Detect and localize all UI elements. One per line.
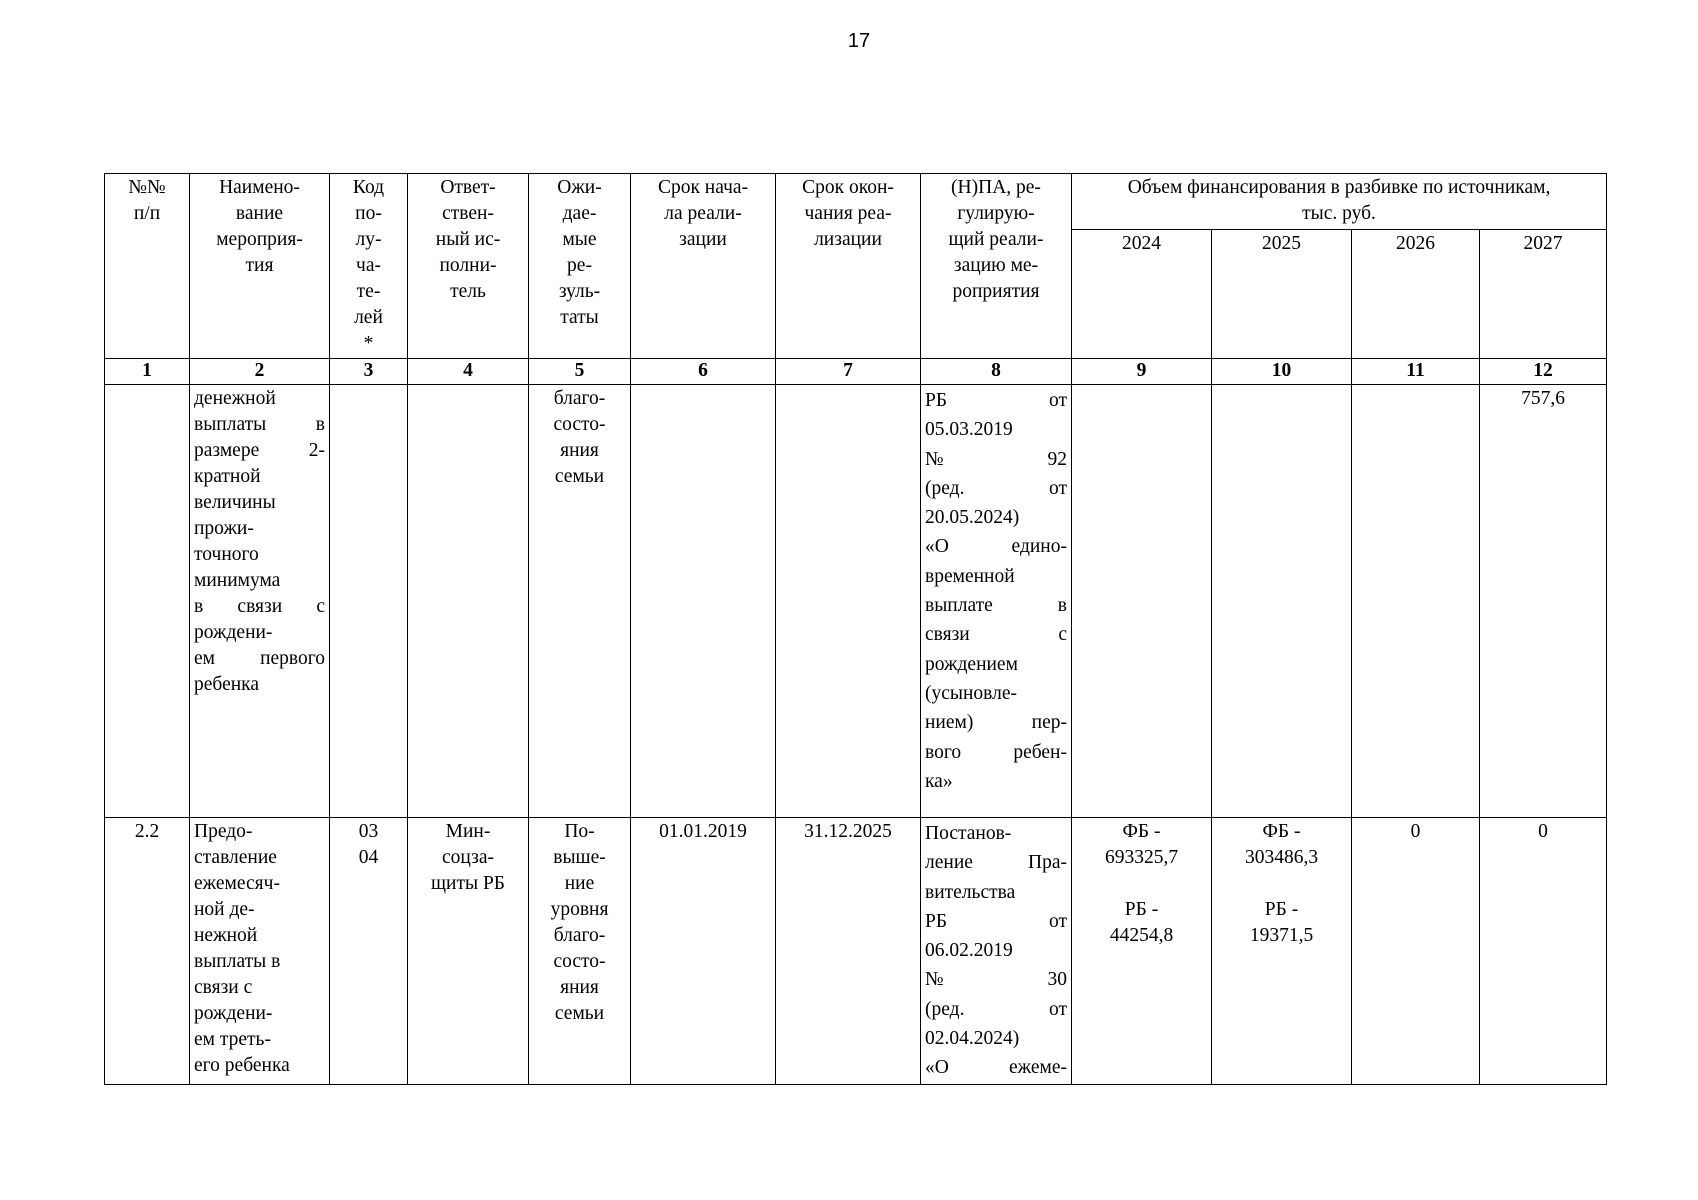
text-line: в связи с	[194, 596, 325, 617]
text-line: зацию ме-	[953, 255, 1039, 276]
text-line: связи с	[925, 624, 1067, 646]
text-line: нежной	[194, 925, 258, 946]
text-line: 02.04.2024)	[925, 1028, 1020, 1050]
text-line: 20.05.2024)	[925, 507, 1020, 529]
cell-recipient-code	[330, 818, 408, 1085]
text-line: состо-	[553, 414, 606, 435]
text-line: рождени-	[194, 1003, 273, 1024]
cell-funding-2024	[1072, 385, 1212, 818]
text-line: Код	[352, 177, 385, 198]
text-line: щий реали-	[948, 229, 1044, 250]
text-line: лу-	[355, 229, 382, 250]
text-line: тия	[245, 255, 274, 276]
cell-measure-name	[190, 818, 330, 1085]
text-line: его ребенка	[194, 1055, 290, 1076]
column-number-row	[105, 359, 1607, 385]
text-line: семьи	[554, 1003, 605, 1024]
text-line: благо-	[553, 388, 606, 409]
text-line: по-	[355, 203, 382, 224]
text-line: щиты РБ	[431, 873, 505, 894]
text-line: ление Пра-	[925, 852, 1067, 874]
header-row	[105, 174, 1607, 230]
column-number: 5	[529, 359, 631, 385]
text-line: вого ребен-	[925, 741, 1067, 763]
funding-line: 693325,7	[1104, 847, 1179, 868]
text-line: вание	[235, 203, 284, 224]
text-line: «О едино-	[925, 536, 1067, 558]
header-start-date	[631, 174, 776, 359]
text-line: (усыновле-	[925, 682, 1018, 704]
text-line: Мин-	[445, 821, 491, 842]
text-line: РБ от	[925, 910, 1067, 932]
text-line: выше-	[553, 847, 606, 868]
header-year-2024: 2024	[1072, 229, 1212, 358]
header-expected-results	[529, 174, 631, 359]
column-number: 12	[1480, 359, 1607, 385]
header-measure-name	[190, 174, 330, 359]
text-line: зуль-	[558, 281, 601, 302]
column-number: 7	[776, 359, 921, 385]
header-funding	[1072, 174, 1607, 230]
cell-funding-2025	[1212, 385, 1352, 818]
cell-executor	[408, 818, 529, 1085]
text-line: мероприя-	[216, 229, 303, 250]
cell-end-date: 31.12.2025	[776, 818, 921, 1085]
text-line: 06.02.2019	[925, 940, 1013, 962]
text-line: состо-	[553, 951, 606, 972]
text-line: ка»	[925, 770, 953, 792]
text-line: вительства	[925, 881, 1016, 903]
text-line: Ответ-	[440, 177, 496, 198]
cell-executor	[408, 385, 529, 818]
text-line: ствен-	[442, 203, 494, 224]
text-line: №№	[128, 177, 166, 198]
text-line: 04	[358, 847, 379, 868]
text-line: ре-	[567, 255, 592, 276]
text-line: ежемесяч-	[194, 873, 280, 894]
text-line: ставление	[194, 847, 277, 868]
text-line: (ред. от	[925, 998, 1067, 1020]
text-line: кратной	[194, 466, 261, 487]
text-line: размере 2-	[194, 440, 325, 461]
cell-start-date	[631, 385, 776, 818]
text-line: Наимено-	[219, 177, 300, 198]
text-line: Постанов-	[925, 823, 1012, 844]
header-year-2027: 2027	[1480, 229, 1607, 358]
text-line: денежной	[194, 388, 276, 409]
text-line: 03	[358, 821, 379, 842]
text-line: п/п	[133, 203, 161, 224]
text-line: полни-	[439, 255, 497, 276]
text-line: ние	[564, 873, 595, 894]
text-line: ребенка	[194, 674, 259, 695]
text-line: гулирую-	[957, 203, 1035, 224]
cell-funding-2024	[1072, 818, 1212, 1085]
text-line: рождением	[925, 653, 1018, 675]
header-regulation	[921, 174, 1072, 359]
text-line: выплаты в	[194, 951, 281, 972]
column-number: 1	[105, 359, 190, 385]
funding-line: ФБ -	[1122, 821, 1161, 842]
text-line: РБ от	[925, 390, 1067, 411]
cell-regulation	[921, 385, 1072, 818]
cell-funding-2027: 0	[1480, 818, 1607, 1085]
header-end-date	[776, 174, 921, 359]
funding-line: ФБ -	[1262, 821, 1301, 842]
funding-line: 44254,8	[1109, 925, 1174, 946]
text-line: 05.03.2019	[925, 419, 1013, 441]
header-year-2026: 2026	[1352, 229, 1480, 358]
cell-start-date: 01.01.2019	[631, 818, 776, 1085]
text-line: Предо-	[194, 821, 253, 842]
text-line: *	[363, 333, 374, 354]
text-line: связи с	[194, 977, 253, 998]
text-line: ем первого	[194, 648, 325, 669]
text-line: роприятия	[952, 281, 1040, 302]
text-line: семьи	[554, 466, 605, 487]
text-line: Срок окон-	[802, 177, 894, 198]
column-number: 4	[408, 359, 529, 385]
cell-measure-name	[190, 385, 330, 818]
text-line: № 92	[925, 448, 1067, 470]
measures-table	[104, 173, 1607, 1085]
text-line: прожи-	[194, 518, 254, 539]
text-line: яния	[560, 440, 599, 461]
text-line: мые	[562, 229, 597, 250]
cell-funding-2026: 0	[1352, 818, 1480, 1085]
funding-line: 303486,3	[1244, 847, 1319, 868]
cell-expected-results	[529, 385, 631, 818]
text-line: чания реа-	[804, 203, 892, 224]
text-line: выплаты в	[194, 414, 325, 435]
text-line: таты	[560, 307, 599, 328]
header-number	[105, 174, 190, 359]
column-number: 11	[1352, 359, 1480, 385]
text-line: ной де-	[194, 899, 255, 920]
cell-number: 2.2	[105, 818, 190, 1085]
header-recipient-code	[330, 174, 408, 359]
funding-line: РБ -	[1264, 899, 1299, 920]
cell-end-date	[776, 385, 921, 818]
text-line: ла реали-	[664, 203, 742, 224]
text-line: соцза-	[442, 847, 494, 868]
text-line: № 30	[925, 969, 1067, 991]
text-line: лизации	[814, 229, 882, 250]
text-line: (Н)ПА, ре-	[951, 177, 1041, 198]
text-line: По-	[564, 821, 595, 842]
text-line: «О ежеме-	[925, 1057, 1067, 1079]
cell-regulation	[921, 818, 1072, 1085]
text-line: выплате в	[925, 595, 1067, 617]
cell-number	[105, 385, 190, 818]
column-number: 8	[921, 359, 1072, 385]
text-line: величины	[194, 492, 276, 513]
text-line: Объем финансирования в разбивке по источникам,	[1127, 177, 1551, 198]
text-line: Ожи-	[557, 177, 602, 198]
cell-funding-2027: 757,6	[1480, 385, 1607, 818]
funding-line: РБ -	[1124, 899, 1159, 920]
text-line: (ред. от	[925, 477, 1067, 499]
text-line: зации	[679, 229, 727, 250]
cell-funding-2026	[1352, 385, 1480, 818]
text-line: яния	[560, 977, 599, 998]
header-executor	[408, 174, 529, 359]
text-line: благо-	[553, 925, 606, 946]
text-line: временной	[925, 565, 1015, 587]
text-line: тель	[450, 281, 486, 302]
table-row-2-2	[105, 818, 1607, 1085]
text-line: Срок нача-	[657, 177, 749, 198]
table-row-continued	[105, 385, 1607, 818]
cell-expected-results	[529, 818, 631, 1085]
column-number: 9	[1072, 359, 1212, 385]
cell-recipient-code	[330, 385, 408, 818]
text-line: тыс. руб.	[1302, 203, 1376, 224]
text-line: уровня	[550, 899, 609, 920]
column-number: 3	[330, 359, 408, 385]
text-line: рождени-	[194, 622, 273, 643]
text-line: точного	[194, 544, 259, 565]
page-number: 17	[847, 30, 871, 52]
funding-line: 19371,5	[1249, 925, 1314, 946]
header-year-2025: 2025	[1212, 229, 1352, 358]
text-line: минимума	[194, 570, 281, 591]
text-line: ный ис-	[435, 229, 501, 250]
text-line: дае-	[562, 203, 597, 224]
text-line: ем треть-	[194, 1029, 271, 1050]
column-number: 10	[1212, 359, 1352, 385]
text-line: лей	[354, 307, 383, 328]
column-number: 6	[631, 359, 776, 385]
text-line: нием) пер-	[925, 712, 1067, 734]
cell-funding-2025	[1212, 818, 1352, 1085]
text-line: ча-	[356, 255, 381, 276]
text-line: те-	[356, 281, 381, 302]
column-number: 2	[190, 359, 330, 385]
